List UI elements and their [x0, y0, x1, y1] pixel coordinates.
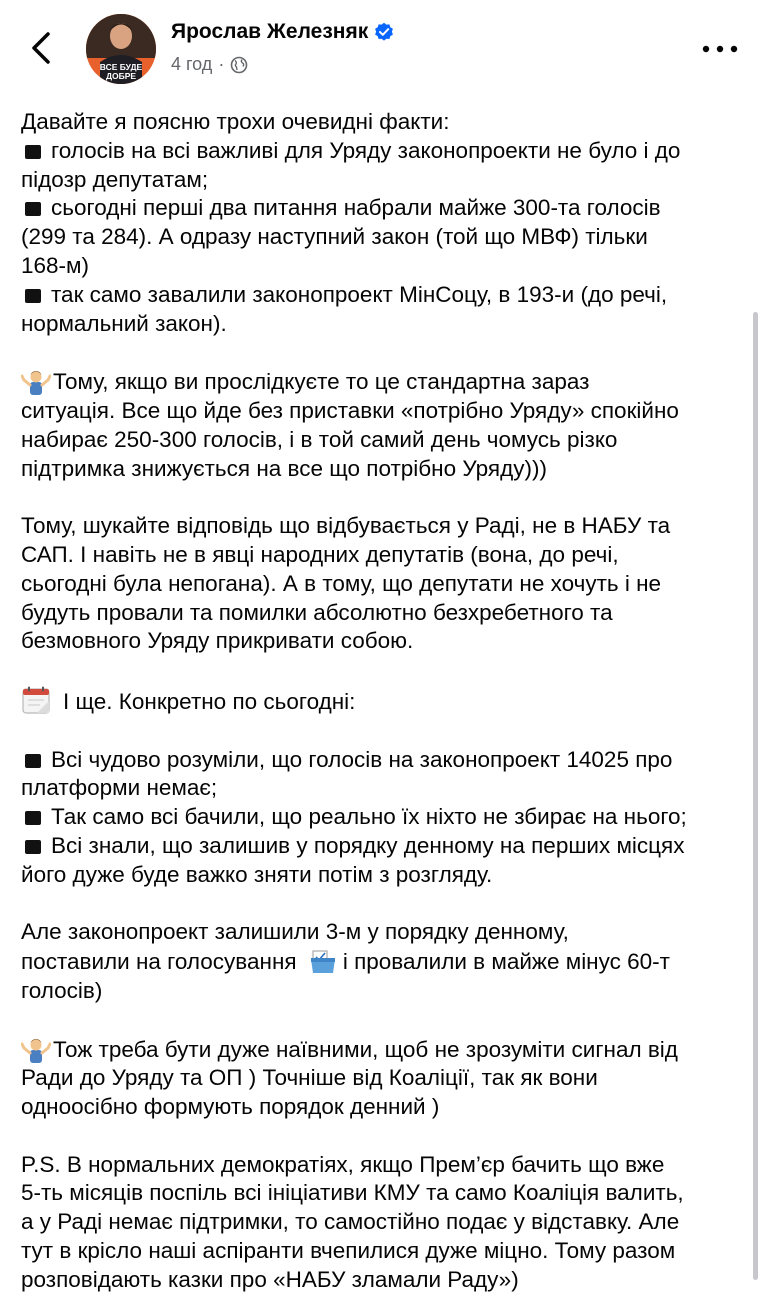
post-header	[0, 0, 763, 98]
chevron-left-icon[interactable]	[24, 28, 60, 68]
calendar-icon	[21, 685, 51, 715]
post-line: Але законопроект залишили 3-м у порядку денному,	[21, 919, 569, 945]
post-line: 5-ть місяців поспіль всі ініціативи КМУ та само Коаліція валить,	[21, 1180, 684, 1206]
post-line: САП. І навіть не в явці народних депутатів (вона, до речі,	[21, 541, 619, 567]
post-line: нормальний закон).	[21, 310, 227, 336]
post-text: Тому, якщо ви прослідкуєте то це стандартна зараз	[53, 369, 590, 395]
post-time[interactable]: 4 год	[171, 54, 213, 74]
post-text: так само завалили законопроект МінСоцу, в 193-и (до речі,	[51, 281, 668, 307]
black-square-icon	[25, 811, 41, 825]
post-text: поставили на голосування	[21, 949, 297, 975]
bullet-line	[21, 746, 743, 775]
bullet-line	[21, 832, 743, 861]
post-line	[21, 1035, 743, 1065]
post-text: і провалили в майже мінус 60-т	[342, 949, 670, 975]
person-shrugging-icon	[21, 367, 51, 395]
post-line: а у Раді немає підтримки, то самостійно подає у відставку. Але	[21, 1209, 680, 1235]
post-line: його дуже буде важко зняти потім з розгляду.	[21, 861, 493, 887]
post-line	[21, 685, 743, 717]
post-line: будуть провали та помилки абсолютно безхребетного та	[21, 599, 613, 625]
avatar-caption-2: ДОБРЕ	[105, 71, 137, 81]
post-text: Тож треба бути дуже наївними, щоб не зрозуміти сигнал від	[53, 1036, 678, 1062]
post-text: І ще. Конкретно по сьогодні:	[63, 688, 356, 714]
post-line: Тому, шукайте відповідь що відбувається у Раді, не в НАБУ та	[21, 513, 671, 539]
post-line: безмовного Уряду прикривати собою.	[21, 628, 414, 654]
post-line: підозр депутатам;	[21, 166, 209, 192]
post-line: платформи немає;	[21, 775, 218, 801]
post-text: сьогодні перші два питання набрали майже 300-та голосів	[51, 195, 661, 221]
ballot-box-icon	[309, 947, 337, 975]
post-body	[21, 108, 743, 1295]
post-line	[21, 367, 743, 397]
post-text: Всі чудово розуміли, що голосів на законопроект 14025 про	[51, 746, 673, 772]
post-line: 168-м)	[21, 252, 89, 278]
post-line: розповідають казки про «НАБУ зламали Раду»)	[21, 1266, 519, 1292]
post-line: ситуація. Все що йде без приставки «потрібно Уряду» спокійно	[21, 397, 679, 423]
post-line: Ради до Уряду та ОП ) Точніше від Коаліції, так як вони	[21, 1065, 598, 1091]
post-line: набирає 250-300 голосів, і в той самий день чомусь різко	[21, 426, 618, 452]
bullet-line	[21, 803, 743, 832]
author-name[interactable]: Ярослав Железняк	[171, 20, 369, 43]
more-horizontal-icon[interactable]	[700, 38, 740, 60]
black-square-icon	[25, 289, 41, 303]
avatar[interactable]	[86, 14, 156, 84]
black-square-icon	[25, 754, 41, 768]
post-line: одноосібно формують порядок денний )	[21, 1094, 440, 1120]
bullet-line	[21, 281, 743, 310]
post-line	[21, 947, 743, 977]
post-text: голосів на всі важливі для Уряду законопроекти не було і до	[51, 137, 681, 163]
black-square-icon	[25, 840, 41, 854]
post-line: Давайте я поясню трохи очевидні факти:	[21, 109, 450, 134]
globe-icon	[230, 56, 248, 74]
verified-badge-icon	[374, 22, 394, 42]
post-line: підтримка знижується на все що потрібно Уряду)))	[21, 455, 547, 481]
post-line: (299 та 284). А одразу наступний закон (той що МВФ) тільки	[21, 224, 648, 250]
black-square-icon	[25, 202, 41, 216]
author-name-row	[171, 20, 394, 44]
scrollbar[interactable]	[753, 312, 758, 1280]
post-meta	[171, 54, 248, 75]
avatar-caption-1: ВСЕ БУДЕ	[99, 62, 143, 72]
post-line: голосів)	[21, 977, 103, 1003]
post-line: P.S. В нормальних демократіях, якщо Прем’єр бачить що вже	[21, 1151, 665, 1177]
person-shrugging-icon	[21, 1035, 51, 1063]
post-line: сьогодні була непогана). А в тому, що депутати не хочуть і не	[21, 570, 662, 596]
post-text: Так само всі бачили, що реально їх ніхто не збирає на нього;	[51, 804, 687, 830]
post-line: тут в крісло наші аспіранти вчепилися дуже міцно. Тому разом	[21, 1238, 676, 1264]
bullet-line	[21, 137, 743, 166]
post-text: Всі знали, що залишив у порядку денному на перших місцях	[51, 832, 685, 858]
meta-separator: ·	[218, 54, 225, 74]
black-square-icon	[25, 145, 41, 159]
avatar-image	[86, 14, 156, 84]
bullet-line	[21, 194, 743, 223]
